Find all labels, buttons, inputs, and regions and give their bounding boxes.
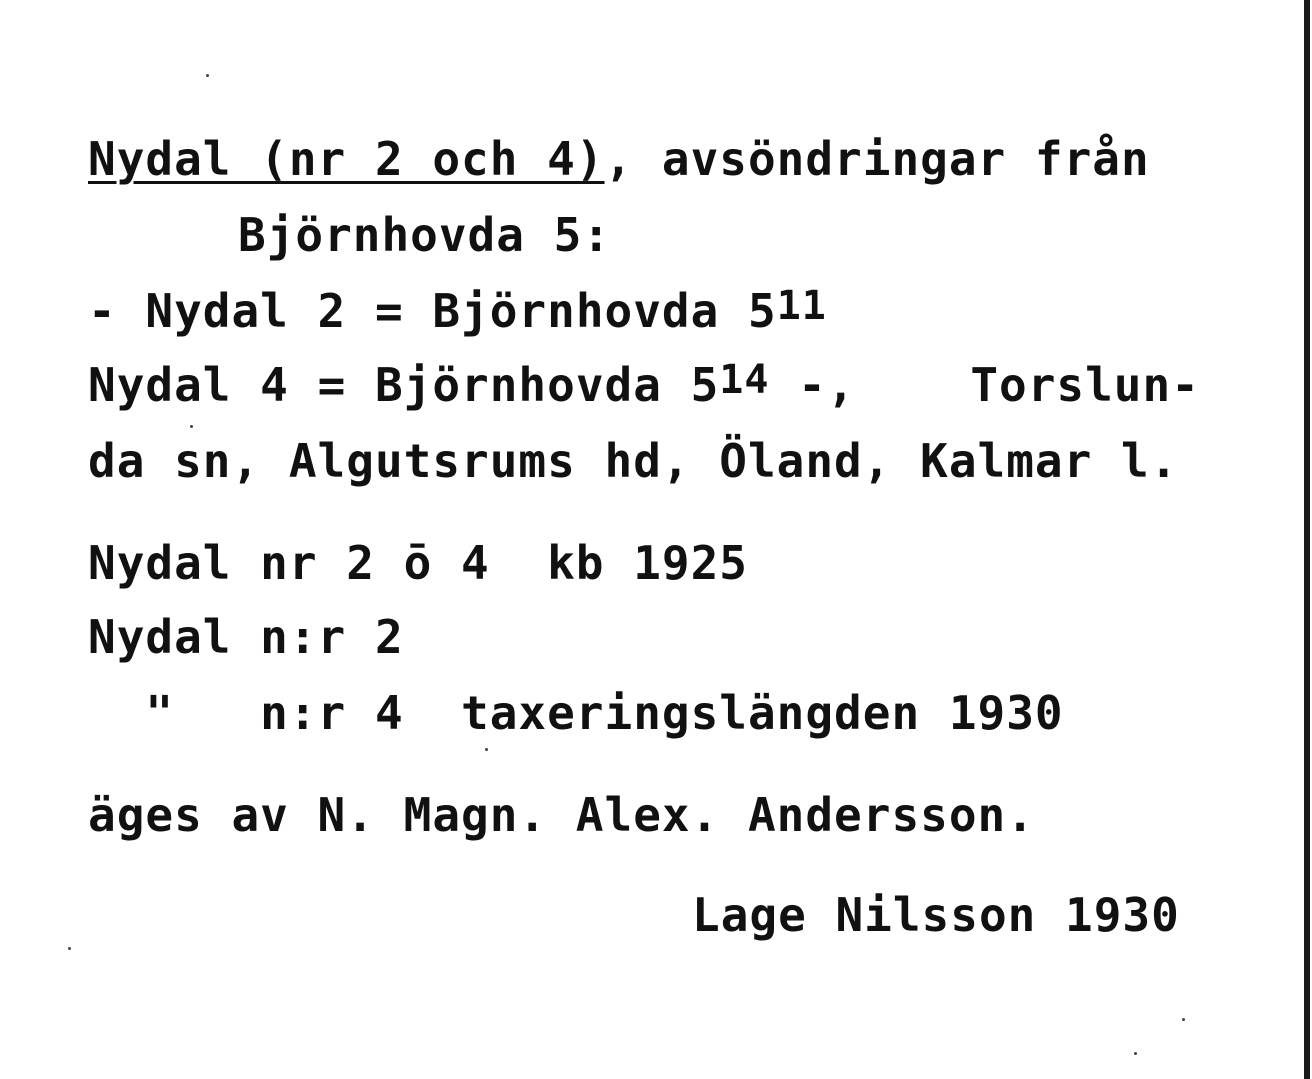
card-line-3 [88,283,827,339]
card-line-4 [88,357,1200,413]
card-title: Nydal (nr 2 och 4) [88,132,605,186]
line4-equals: = [317,358,347,412]
paper-speck [1182,1018,1185,1021]
paper-speck [206,74,209,77]
line3-superscript: 11 [776,283,827,329]
card-line-5: da sn, Algutsrums hd, Öland, Kalmar l. [88,434,1179,488]
paper-speck [190,425,193,428]
line4-suffix: -, Torslun- [769,358,1200,412]
line4-mid: Björnhovda 5 [346,358,720,412]
card-line-9: äges av N. Magn. Alex. Andersson. [88,788,1035,842]
card-line-7: Nydal n:r 2 [88,610,404,664]
line4-superscript: 14 [719,357,770,403]
card-edge-line [1304,0,1310,1079]
card-line-8: " n:r 4 taxeringslängden 1930 [88,686,1064,740]
card-line-6: Nydal nr 2 ō 4 kb 1925 [88,536,748,590]
paper-speck [68,947,71,950]
paper-speck [1134,1052,1137,1055]
card-title-rest: , avsöndringar från [604,132,1150,186]
line3-mid: Björnhovda 5 [403,284,777,338]
line3-prefix: - Nydal 2 [88,284,375,338]
line3-equals: = [374,284,404,338]
line4-prefix: Nydal 4 [88,358,318,412]
paper-speck [485,748,488,751]
card-signature: Lage Nilsson 1930 [692,888,1180,942]
card-line-2: Björnhovda 5: [238,208,612,262]
card-title-line [88,134,1150,184]
